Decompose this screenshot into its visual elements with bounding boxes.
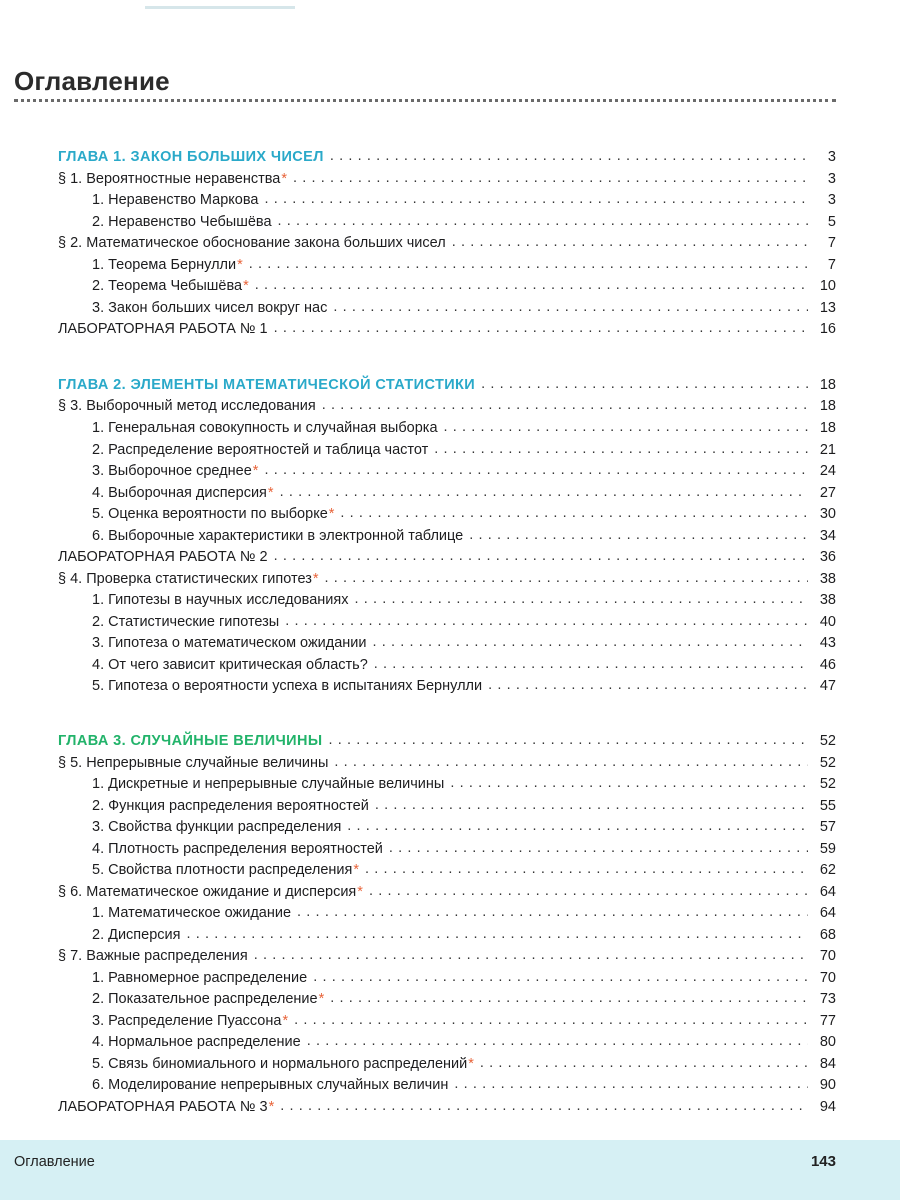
toc-chapter-2[interactable]: ГЛАВА 2. ЭЛЕМЕНТЫ МАТЕМАТИЧЕСКОЙ СТАТИСТИКИ . . . 18 (58, 377, 836, 398)
optional-star-marker: * (328, 506, 335, 522)
leader-dots (330, 148, 808, 164)
leader-dots (297, 904, 808, 920)
leader-dots (313, 969, 808, 985)
optional-star-marker: * (353, 862, 359, 878)
leader-dots (369, 883, 808, 899)
optional-star-marker: * (318, 991, 325, 1007)
optional-star-marker: * (357, 884, 363, 900)
leader-dots (488, 677, 808, 693)
toc-item[interactable]: 5. Гипотеза о вероятности успеха в испытаниях Бернулли . . . 47 (92, 678, 836, 699)
optional-star-marker: * (237, 257, 243, 273)
toc-item[interactable]: 5. Связь биномиального и нормального распределений* . . . 84 (92, 1056, 836, 1077)
toc-item[interactable]: 1. Гипотезы в научных исследованиях . . . 38 (92, 592, 836, 613)
leader-dots (450, 775, 808, 791)
toc-item[interactable]: 1. Дискретные и непрерывные случайные величины . . . 52 (92, 776, 836, 797)
optional-star-marker: * (243, 278, 249, 294)
leader-dots (255, 277, 808, 293)
toc-item[interactable]: 2. Теорема Чебышёва* . . . 10 (92, 278, 836, 299)
toc-item[interactable]: 2. Неравенство Чебышёва . . . 5 (92, 214, 836, 235)
optional-star-marker: * (281, 171, 288, 187)
leader-dots (469, 527, 808, 543)
leader-dots (280, 484, 808, 500)
toc-item[interactable]: 2. Дисперсия . . . 68 (92, 927, 836, 948)
optional-star-marker: * (252, 463, 259, 479)
toc-item[interactable]: 4. Нормальное распределение . . . 80 (92, 1034, 836, 1055)
toc-item[interactable]: 4. Плотность распределения вероятностей . . . 59 (92, 841, 836, 862)
toc-section-6[interactable]: § 6. Математическое ожидание и дисперсия* . . . 64 (58, 884, 836, 905)
toc-section-1[interactable]: § 1. Вероятностные неравенства* . . . 3 (58, 171, 836, 192)
leader-dots (454, 1076, 808, 1092)
leader-dots (334, 754, 808, 770)
toc-item[interactable]: 4. Выборочная дисперсия* . . . 27 (92, 485, 836, 506)
leader-dots (365, 861, 808, 877)
toc-item[interactable]: 3. Закон больших чисел вокруг нас . . . 13 (92, 300, 836, 321)
leader-dots (249, 256, 808, 272)
page-footer (0, 1140, 900, 1200)
leader-dots (374, 656, 808, 672)
leader-dots (452, 234, 808, 250)
leader-dots (274, 548, 808, 564)
toc-item[interactable]: 5. Оценка вероятности по выборке* . . . 30 (92, 506, 836, 527)
footer-section-title: Оглавление (14, 1154, 95, 1170)
toc-item[interactable]: 5. Свойства плотности распределения* . . . 62 (92, 862, 836, 883)
toc-chapter-3[interactable]: ГЛАВА 3. СЛУЧАЙНЫЕ ВЕЛИЧИНЫ . . . 52 (58, 733, 836, 754)
toc-section-4[interactable]: § 4. Проверка статистических гипотез* . . . 38 (58, 571, 836, 592)
toc-item[interactable]: 2. Функция распределения вероятностей . . . 55 (92, 798, 836, 819)
toc-section-3[interactable]: § 3. Выборочный метод исследования . . . 18 (58, 398, 836, 419)
leader-dots (254, 947, 808, 963)
toc-item[interactable]: 3. Свойства функции распределения . . . 57 (92, 819, 836, 840)
toc-item[interactable]: 3. Выборочное среднее* . . . 24 (92, 463, 836, 484)
optional-star-marker: * (312, 571, 319, 587)
leader-dots (444, 419, 808, 435)
leader-dots (333, 299, 808, 315)
leader-dots (280, 1098, 808, 1114)
page-title: Оглавление (14, 66, 170, 96)
toc-item[interactable]: 2. Статистические гипотезы . . . 40 (92, 614, 836, 635)
toc-item[interactable]: 1. Математическое ожидание . . . 64 (92, 905, 836, 926)
toc-item[interactable]: 2. Распределение вероятностей и таблица частот . . . 21 (92, 442, 836, 463)
leader-dots (278, 213, 808, 229)
toc-item[interactable]: 1. Неравенство Маркова . . . 3 (92, 192, 836, 213)
leader-dots (328, 732, 808, 748)
toc-section-2[interactable]: § 2. Математическое обоснование закона больших чисел . . . 7 (58, 235, 836, 256)
toc-item[interactable]: 6. Выборочные характеристики в электронной таблице . . . 34 (92, 528, 836, 549)
leader-dots (264, 462, 808, 478)
leader-dots (322, 397, 808, 413)
toc-item[interactable]: 1. Теорема Бернулли* . . . 7 (92, 257, 836, 278)
toc-lab-work-2[interactable]: ЛАБОРАТОРНАЯ РАБОТА № 2 . . . 36 (58, 549, 836, 570)
toc-item[interactable]: 3. Гипотеза о математическом ожидании . . . 43 (92, 635, 836, 656)
leader-dots (354, 591, 808, 607)
toc-item[interactable]: 4. От чего зависит критическая область? . . . 46 (92, 657, 836, 678)
leader-dots (264, 191, 808, 207)
toc-section-7[interactable]: § 7. Важные распределения . . . 70 (58, 948, 836, 969)
leader-dots (434, 441, 808, 457)
leader-dots (481, 376, 808, 392)
leader-dots (285, 613, 808, 629)
footer-page-number: 143 (810, 1153, 836, 1170)
leader-dots (330, 990, 808, 1006)
toc-item[interactable]: 3. Распределение Пуассона* . . . 77 (92, 1013, 836, 1034)
leader-dots (480, 1055, 808, 1071)
leader-dots (340, 505, 808, 521)
leader-dots (294, 1012, 808, 1028)
leader-dots (274, 320, 808, 336)
toc-chapter-1[interactable]: ГЛАВА 1. ЗАКОН БОЛЬШИХ ЧИСЕЛ . . . 3 (58, 149, 836, 170)
toc-item[interactable]: 1. Равномерное распределение . . . 70 (92, 970, 836, 991)
optional-star-marker: * (468, 1056, 474, 1072)
toc-lab-work-1[interactable]: ЛАБОРАТОРНАЯ РАБОТА № 1 . . . 16 (58, 321, 836, 342)
toc-lab-work-3[interactable]: ЛАБОРАТОРНАЯ РАБОТА № 3* . . . 94 (58, 1099, 836, 1120)
leader-dots (307, 1033, 808, 1049)
toc-item[interactable]: 1. Генеральная совокупность и случайная выборка . . . 18 (92, 420, 836, 441)
leader-dots (186, 926, 808, 942)
optional-star-marker: * (268, 1099, 275, 1115)
leader-dots (373, 634, 809, 650)
toc-item[interactable]: 6. Моделирование непрерывных случайных величин . . . 90 (92, 1077, 836, 1098)
optional-star-marker: * (282, 1013, 289, 1029)
leader-dots (375, 797, 808, 813)
toc-item[interactable]: 2. Показательное распределение* . . . 73 (92, 991, 836, 1012)
leader-dots (293, 170, 808, 186)
leader-dots (325, 570, 809, 586)
toc-section-5[interactable]: § 5. Непрерывные случайные величины . . . 52 (58, 755, 836, 776)
optional-star-marker: * (267, 485, 274, 501)
leader-dots (347, 818, 808, 834)
leader-dots (389, 840, 808, 856)
